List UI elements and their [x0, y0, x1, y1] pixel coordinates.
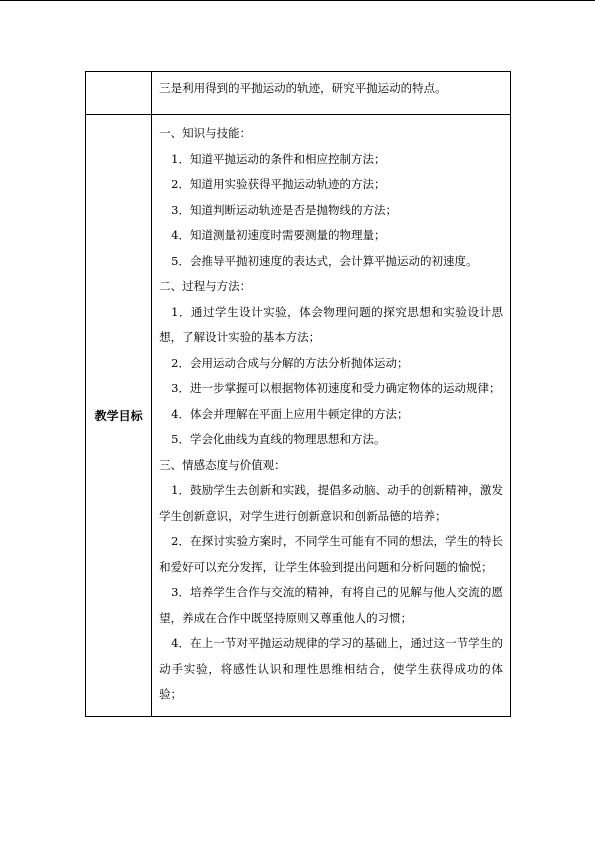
objective-paragraph: 4．体会并理解在平面上应用牛顿定律的方法；	[171, 406, 409, 421]
objective-paragraph: 1．通过学生设计实验，体会物理问题的探究思想和实验设计思想，了解设计实验的基本方法；	[159, 304, 503, 344]
method-text: 三是利用得到的平抛运动的轨迹，研究平抛运动的特点。	[159, 81, 447, 95]
lesson-plan-table	[85, 71, 511, 717]
row-label-empty	[86, 72, 152, 115]
objective-paragraph: 1．知道平抛运动的条件和相应控制方法；	[171, 151, 386, 166]
objective-paragraph: 3．进一步掌握可以根据物体初速度和受力确定物体的运动规律；	[171, 381, 501, 395]
objectives-label-cell	[86, 115, 152, 717]
objective-paragraph: 4．在上一节对平抛运动规律的学习的基础上，通过这一节学生的动手实验，将感性认识和理性思维相结合，使学生获得成功的体验；	[159, 636, 503, 701]
objective-paragraph: 2．会用运动合成与分解的方法分析抛体运动；	[171, 355, 409, 370]
objective-paragraph: 2．在探讨实验方案时，不同学生可能有不同的想法，学生的特长和爱好可以充分发挥，让学生体验到提出问题和分析问题的愉悦；	[159, 534, 503, 574]
table-row-method	[86, 72, 511, 115]
table-row-objectives	[86, 115, 511, 717]
objective-paragraph: 5．会推导平抛初速度的表达式，会计算平抛运动的初速度。	[171, 253, 478, 268]
objective-paragraph: 二、过程与方法：	[159, 279, 252, 293]
method-text-cell	[152, 72, 511, 115]
objective-paragraph: 3．培养学生合作与交流的精神，有将自己的见解与他人交流的愿望，养成在合作中既坚持原则又尊重他人的习惯；	[159, 585, 503, 625]
objective-paragraph: 1．鼓励学生去创新和实践，提倡多动脑、动手的创新精神，激发学生创新意识，对学生进行创新意识和创新品德的培养；	[159, 483, 503, 523]
objective-paragraph: 5．学会化曲线为直线的物理思想和方法。	[171, 432, 386, 446]
objective-paragraph: 3．知道判断运动轨迹是否是抛物线的方法；	[171, 202, 397, 217]
objectives-content-cell	[152, 115, 511, 717]
objective-paragraph: 4．知道测量初速度时需要测量的物理量；	[171, 228, 386, 242]
objectives-label: 教学目标	[94, 408, 143, 423]
page-top-rule	[0, 0, 595, 1]
objective-paragraph: 一、知识与技能：	[159, 126, 252, 140]
objective-paragraph: 三、情感态度与价值观：	[159, 457, 286, 472]
objective-paragraph: 2．知道用实验获得平抛运动轨迹的方法；	[171, 177, 386, 191]
